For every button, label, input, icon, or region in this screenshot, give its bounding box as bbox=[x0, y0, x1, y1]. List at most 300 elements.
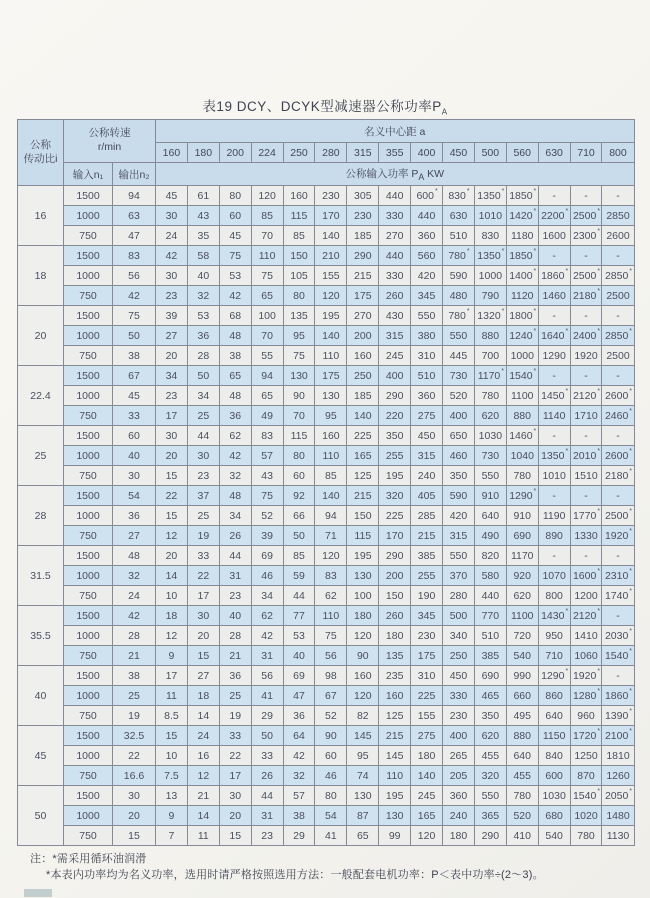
power-value-cell: 25 bbox=[187, 506, 219, 526]
power-value-cell: 550 bbox=[474, 786, 506, 806]
power-value-cell: 94 bbox=[251, 366, 283, 386]
distance-header-cell: 280 bbox=[315, 143, 347, 163]
input-speed-cell: 1500 bbox=[64, 666, 113, 686]
table-body bbox=[18, 186, 635, 846]
power-value-cell: 590 bbox=[443, 266, 475, 286]
power-value-cell: 1140 bbox=[538, 406, 570, 426]
table-row bbox=[18, 286, 635, 306]
power-value-cell: 66 bbox=[283, 506, 315, 526]
power-value-cell: 1150 bbox=[538, 726, 570, 746]
power-value-cell: 1130 bbox=[602, 826, 634, 846]
power-value-cell: 110 bbox=[315, 606, 347, 626]
power-value-cell: 290 bbox=[379, 386, 411, 406]
power-value-cell: 2400* bbox=[570, 326, 602, 346]
power-value-cell: 2500* bbox=[570, 266, 602, 286]
oil-lubrication-asterisk: * bbox=[565, 668, 569, 675]
power-value-cell: 450 bbox=[443, 666, 475, 686]
power-value-cell: 1720* bbox=[570, 726, 602, 746]
power-value-cell: 1000 bbox=[506, 346, 538, 366]
power-value-cell: 36 bbox=[219, 406, 251, 426]
power-value-cell: 1200 bbox=[570, 586, 602, 606]
table-row bbox=[18, 786, 635, 806]
power-value-cell: 15 bbox=[219, 826, 251, 846]
power-value-cell: 98 bbox=[315, 666, 347, 686]
power-value-cell: 34 bbox=[187, 386, 219, 406]
power-value-cell: 1120 bbox=[506, 286, 538, 306]
power-value-cell: 230 bbox=[411, 626, 443, 646]
power-value-cell: 95 bbox=[347, 746, 379, 766]
power-value-cell: 31 bbox=[251, 646, 283, 666]
output-speed-cell: 47 bbox=[113, 226, 156, 246]
power-value-cell: 1810 bbox=[602, 746, 634, 766]
power-value-cell: 75 bbox=[283, 346, 315, 366]
power-value-cell: 2460* bbox=[602, 406, 634, 426]
power-value-cell: 36 bbox=[219, 666, 251, 686]
power-value-cell: 175 bbox=[347, 286, 379, 306]
power-value-cell: 40 bbox=[283, 646, 315, 666]
input-speed-cell: 750 bbox=[64, 466, 113, 486]
power-value-cell: 550 bbox=[443, 546, 475, 566]
power-value-cell: 120 bbox=[315, 286, 347, 306]
power-value-cell: 85 bbox=[251, 206, 283, 226]
oil-lubrication-asterisk: * bbox=[629, 688, 633, 695]
power-value-cell: 95 bbox=[283, 326, 315, 346]
power-value-cell: 455 bbox=[506, 766, 538, 786]
power-value-cell: 250 bbox=[443, 646, 475, 666]
power-value-cell: 710 bbox=[538, 646, 570, 666]
power-value-cell: 2120* bbox=[570, 606, 602, 626]
footnote-line-1 bbox=[30, 852, 630, 868]
power-value-cell: 30 bbox=[219, 786, 251, 806]
input-speed-header: 输入n₁ bbox=[64, 163, 113, 186]
power-value-cell: 650 bbox=[443, 426, 475, 446]
table-row bbox=[18, 586, 635, 606]
power-value-cell: 1350* bbox=[474, 186, 506, 206]
power-value-cell: 60 bbox=[315, 746, 347, 766]
power-value-cell: 360 bbox=[443, 786, 475, 806]
power-value-cell: 15 bbox=[156, 506, 188, 526]
table-row bbox=[18, 526, 635, 546]
input-speed-cell: 750 bbox=[64, 766, 113, 786]
power-value-cell: 550 bbox=[443, 326, 475, 346]
power-value-cell: 12 bbox=[187, 766, 219, 786]
power-value-cell: 13 bbox=[156, 786, 188, 806]
power-value-cell: 125 bbox=[379, 706, 411, 726]
power-value-cell: 255 bbox=[411, 566, 443, 586]
power-value-cell: 210 bbox=[315, 246, 347, 266]
power-value-cell: 800 bbox=[538, 586, 570, 606]
input-speed-cell: 1000 bbox=[64, 206, 113, 226]
power-value-cell: 460 bbox=[443, 446, 475, 466]
power-value-cell: 1480 bbox=[602, 806, 634, 826]
power-value-cell: 56 bbox=[251, 666, 283, 686]
power-value-cell: 330 bbox=[443, 686, 475, 706]
power-value-cell: 1100 bbox=[506, 606, 538, 626]
power-value-cell: 29 bbox=[283, 826, 315, 846]
speed-header-label: 公称转速 bbox=[88, 127, 131, 140]
power-value-cell: 2500 bbox=[602, 286, 634, 306]
power-value-cell: 23 bbox=[156, 386, 188, 406]
power-value-cell: 445 bbox=[443, 346, 475, 366]
power-value-cell: 320 bbox=[474, 766, 506, 786]
power-value-cell: 62 bbox=[251, 606, 283, 626]
power-value-cell: 400 bbox=[443, 726, 475, 746]
power-value-cell: 1170 bbox=[506, 546, 538, 566]
power-value-cell: - bbox=[538, 366, 570, 386]
page-title-subscript: A bbox=[441, 107, 448, 117]
power-value-cell: 2850* bbox=[602, 326, 634, 346]
distance-header-cell: 315 bbox=[347, 143, 379, 163]
power-value-cell: 410 bbox=[506, 826, 538, 846]
oil-lubrication-asterisk: * bbox=[629, 788, 633, 795]
oil-lubrication-asterisk: * bbox=[629, 468, 633, 475]
input-speed-cell: 1500 bbox=[64, 306, 113, 326]
power-value-cell: 46 bbox=[315, 766, 347, 786]
oil-lubrication-asterisk: * bbox=[597, 288, 601, 295]
power-value-cell: 2600* bbox=[602, 446, 634, 466]
input-power-header bbox=[156, 163, 635, 186]
power-value-cell: 275 bbox=[411, 406, 443, 426]
power-value-cell: 1920 bbox=[570, 346, 602, 366]
power-value-cell: 230 bbox=[315, 186, 347, 206]
power-value-cell: 24 bbox=[156, 226, 188, 246]
distance-header-cell: 800 bbox=[602, 143, 634, 163]
power-value-cell: 1320* bbox=[474, 306, 506, 326]
power-value-cell: 85 bbox=[315, 466, 347, 486]
input-speed-cell: 750 bbox=[64, 286, 113, 306]
power-value-cell: 1390* bbox=[602, 706, 634, 726]
power-value-cell: 1290* bbox=[506, 486, 538, 506]
power-value-cell: 235 bbox=[379, 666, 411, 686]
power-value-cell: 32 bbox=[283, 766, 315, 786]
power-value-cell: 2310* bbox=[602, 566, 634, 586]
power-value-cell: 65 bbox=[347, 826, 379, 846]
power-value-cell: 1190 bbox=[538, 506, 570, 526]
power-value-cell: 20 bbox=[156, 546, 188, 566]
oil-lubrication-asterisk: * bbox=[597, 508, 601, 515]
input-speed-cell: 1000 bbox=[64, 686, 113, 706]
oil-lubrication-asterisk: * bbox=[597, 328, 601, 335]
power-value-cell: 2100* bbox=[602, 726, 634, 746]
power-value-cell: 70 bbox=[251, 226, 283, 246]
power-value-cell: 1260 bbox=[602, 766, 634, 786]
power-value-cell: 62 bbox=[315, 586, 347, 606]
power-value-cell: 115 bbox=[283, 206, 315, 226]
power-value-cell: 440 bbox=[379, 246, 411, 266]
power-value-cell: 2600 bbox=[602, 226, 634, 246]
ratio-cell: 22.4 bbox=[18, 366, 64, 426]
output-speed-cell: 54 bbox=[113, 486, 156, 506]
table-row bbox=[18, 206, 635, 226]
oil-lubrication-asterisk: * bbox=[629, 588, 633, 595]
oil-lubrication-asterisk: * bbox=[597, 268, 601, 275]
output-speed-header: 输出n₂ bbox=[113, 163, 156, 186]
table-row bbox=[18, 406, 635, 426]
power-value-cell: 30 bbox=[187, 606, 219, 626]
power-header-label: 公称输入功率 P bbox=[345, 167, 419, 180]
power-value-cell: 20 bbox=[187, 626, 219, 646]
output-speed-cell: 27 bbox=[113, 526, 156, 546]
footnote-prefix: 注： bbox=[30, 853, 53, 865]
power-value-cell: 790 bbox=[474, 286, 506, 306]
power-value-cell: 14 bbox=[187, 806, 219, 826]
input-speed-cell: 1500 bbox=[64, 186, 113, 206]
table-row bbox=[18, 326, 635, 346]
power-value-cell: 69 bbox=[251, 546, 283, 566]
power-value-cell: 1100 bbox=[506, 386, 538, 406]
oil-lubrication-asterisk: * bbox=[501, 188, 505, 195]
input-speed-cell: 1000 bbox=[64, 626, 113, 646]
power-value-cell: 510 bbox=[411, 366, 443, 386]
power-value-cell: 80 bbox=[283, 286, 315, 306]
power-value-cell: 115 bbox=[283, 426, 315, 446]
power-value-cell: 200 bbox=[379, 566, 411, 586]
output-speed-cell: 38 bbox=[113, 346, 156, 366]
power-value-cell: 32 bbox=[219, 466, 251, 486]
output-speed-cell: 40 bbox=[113, 446, 156, 466]
ratio-cell: 25 bbox=[18, 426, 64, 486]
power-value-cell: - bbox=[538, 186, 570, 206]
power-value-cell: 400 bbox=[379, 366, 411, 386]
power-value-cell: 33 bbox=[251, 746, 283, 766]
input-speed-cell: 750 bbox=[64, 646, 113, 666]
power-value-cell: 1330 bbox=[570, 526, 602, 546]
power-value-cell: 1540* bbox=[570, 786, 602, 806]
ratio-cell: 35.5 bbox=[18, 606, 64, 666]
oil-lubrication-asterisk: * bbox=[466, 188, 470, 195]
power-value-cell: 130 bbox=[283, 366, 315, 386]
power-value-cell: - bbox=[570, 366, 602, 386]
power-value-cell: - bbox=[602, 426, 634, 446]
power-value-cell: 1020 bbox=[570, 806, 602, 826]
power-value-cell: - bbox=[570, 486, 602, 506]
power-value-cell: - bbox=[570, 546, 602, 566]
output-speed-cell: 94 bbox=[113, 186, 156, 206]
power-value-cell: 175 bbox=[411, 646, 443, 666]
power-value-cell: 1770* bbox=[570, 506, 602, 526]
power-value-cell: 190 bbox=[411, 586, 443, 606]
oil-lubrication-asterisk: * bbox=[565, 448, 569, 455]
power-value-cell: 215 bbox=[347, 266, 379, 286]
power-value-cell: 290 bbox=[474, 826, 506, 846]
power-value-cell: 880 bbox=[474, 326, 506, 346]
power-value-cell: 40 bbox=[187, 266, 219, 286]
speed-header-unit: r/min bbox=[97, 141, 122, 153]
power-value-cell: 15 bbox=[156, 466, 188, 486]
power-value-cell: 345 bbox=[411, 286, 443, 306]
power-value-cell: 80 bbox=[219, 186, 251, 206]
oil-lubrication-asterisk: * bbox=[629, 708, 633, 715]
oil-lubrication-asterisk: * bbox=[597, 608, 601, 615]
power-value-cell: 53 bbox=[187, 306, 219, 326]
power-value-cell: 310 bbox=[411, 666, 443, 686]
footnote-text-1: *需采用循环油润滑 bbox=[52, 853, 147, 865]
power-value-cell: 115 bbox=[347, 526, 379, 546]
output-speed-cell: 20 bbox=[113, 806, 156, 826]
power-header-subscript: A bbox=[418, 172, 425, 183]
power-value-cell: - bbox=[570, 426, 602, 446]
power-value-cell: 11 bbox=[187, 826, 219, 846]
distance-header-cell: 450 bbox=[443, 143, 475, 163]
power-value-cell: 145 bbox=[347, 726, 379, 746]
power-value-cell: 780 bbox=[506, 466, 538, 486]
table-row bbox=[18, 266, 635, 286]
power-value-cell: 155 bbox=[315, 266, 347, 286]
power-value-cell: 19 bbox=[187, 526, 219, 546]
power-value-cell: 44 bbox=[219, 546, 251, 566]
power-value-cell: 2120* bbox=[570, 386, 602, 406]
power-value-cell: 82 bbox=[347, 706, 379, 726]
power-value-cell: 99 bbox=[379, 826, 411, 846]
power-value-cell: 22 bbox=[187, 566, 219, 586]
power-value-cell: 1430* bbox=[538, 606, 570, 626]
output-speed-cell: 33 bbox=[113, 406, 156, 426]
power-value-cell: 195 bbox=[379, 466, 411, 486]
power-value-cell: 1600 bbox=[538, 226, 570, 246]
power-value-cell: 31 bbox=[219, 566, 251, 586]
power-value-cell: 315 bbox=[411, 446, 443, 466]
oil-lubrication-asterisk: * bbox=[597, 688, 601, 695]
power-value-cell: 1180 bbox=[506, 226, 538, 246]
power-value-cell: 690 bbox=[474, 666, 506, 686]
table-row bbox=[18, 746, 635, 766]
table-row bbox=[18, 806, 635, 826]
power-value-cell: 245 bbox=[411, 786, 443, 806]
power-value-cell: 2850 bbox=[602, 206, 634, 226]
power-value-cell: 405 bbox=[411, 486, 443, 506]
power-value-cell: 180 bbox=[347, 606, 379, 626]
power-value-cell: 46 bbox=[251, 566, 283, 586]
input-speed-cell: 1000 bbox=[64, 506, 113, 526]
power-value-cell: 360 bbox=[411, 386, 443, 406]
power-value-cell: 160 bbox=[315, 426, 347, 446]
power-value-cell: 45 bbox=[219, 226, 251, 246]
power-value-cell: 840 bbox=[538, 746, 570, 766]
power-value-cell: 59 bbox=[283, 566, 315, 586]
output-speed-cell: 42 bbox=[113, 606, 156, 626]
power-value-cell: 75 bbox=[251, 486, 283, 506]
table-row bbox=[18, 826, 635, 846]
power-value-cell: 215 bbox=[347, 486, 379, 506]
power-value-cell: 14 bbox=[156, 566, 188, 586]
power-value-cell: 75 bbox=[315, 626, 347, 646]
power-value-cell: 780 bbox=[474, 386, 506, 406]
power-value-cell: 290 bbox=[379, 546, 411, 566]
power-value-cell: 20 bbox=[156, 446, 188, 466]
oil-lubrication-asterisk: * bbox=[565, 608, 569, 615]
table-row bbox=[18, 706, 635, 726]
power-value-cell: 155 bbox=[411, 706, 443, 726]
output-speed-cell: 32 bbox=[113, 566, 156, 586]
power-value-cell: 2180* bbox=[602, 466, 634, 486]
oil-lubrication-asterisk: * bbox=[466, 308, 470, 315]
input-speed-cell: 1500 bbox=[64, 786, 113, 806]
distance-header-cell: 400 bbox=[411, 143, 443, 163]
power-value-cell: 23 bbox=[156, 286, 188, 306]
output-speed-cell: 63 bbox=[113, 206, 156, 226]
ratio-cell: 28 bbox=[18, 486, 64, 546]
power-value-cell: 180 bbox=[411, 746, 443, 766]
power-value-cell: 225 bbox=[411, 686, 443, 706]
oil-lubrication-asterisk: * bbox=[629, 568, 633, 575]
distance-header-cell: 160 bbox=[156, 143, 188, 163]
power-value-cell: 38 bbox=[219, 346, 251, 366]
power-value-cell: 185 bbox=[347, 226, 379, 246]
oil-lubrication-asterisk: * bbox=[533, 208, 537, 215]
power-value-cell: 12 bbox=[156, 626, 188, 646]
power-value-cell: 690 bbox=[506, 526, 538, 546]
input-speed-cell: 1000 bbox=[64, 446, 113, 466]
power-value-cell: 440 bbox=[379, 186, 411, 206]
power-value-cell: 1640* bbox=[538, 326, 570, 346]
power-value-cell: 42 bbox=[283, 746, 315, 766]
oil-lubrication-asterisk: * bbox=[629, 448, 633, 455]
power-value-cell: 57 bbox=[251, 446, 283, 466]
output-speed-cell: 83 bbox=[113, 246, 156, 266]
oil-lubrication-asterisk: * bbox=[629, 328, 633, 335]
power-value-cell: 53 bbox=[283, 626, 315, 646]
power-value-cell: 620 bbox=[474, 726, 506, 746]
power-value-cell: 90 bbox=[283, 386, 315, 406]
power-value-cell: 41 bbox=[315, 826, 347, 846]
power-value-cell: 25 bbox=[187, 406, 219, 426]
oil-lubrication-asterisk: * bbox=[597, 208, 601, 215]
power-value-cell: 315 bbox=[443, 526, 475, 546]
power-value-cell: 42 bbox=[219, 446, 251, 466]
power-value-cell: - bbox=[602, 666, 634, 686]
power-value-cell: 9 bbox=[156, 646, 188, 666]
power-value-cell: 730 bbox=[443, 366, 475, 386]
oil-lubrication-asterisk: * bbox=[434, 188, 438, 195]
power-value-cell: 44 bbox=[283, 586, 315, 606]
table-row bbox=[18, 386, 635, 406]
power-value-cell: 640 bbox=[506, 746, 538, 766]
power-value-cell: 42 bbox=[219, 286, 251, 306]
power-value-cell: 75 bbox=[251, 266, 283, 286]
power-value-cell: 36 bbox=[187, 326, 219, 346]
power-value-cell: 18 bbox=[156, 606, 188, 626]
power-header-unit: KW bbox=[424, 167, 445, 180]
power-value-cell: 320 bbox=[379, 486, 411, 506]
power-value-cell: 1000 bbox=[474, 266, 506, 286]
power-value-cell: 43 bbox=[251, 466, 283, 486]
input-speed-cell: 1000 bbox=[64, 566, 113, 586]
power-value-cell: 2500* bbox=[602, 506, 634, 526]
ratio-cell: 40 bbox=[18, 666, 64, 726]
power-value-cell: 260 bbox=[379, 606, 411, 626]
power-value-cell: 860 bbox=[538, 686, 570, 706]
power-value-cell: 130 bbox=[315, 386, 347, 406]
footnote-line-2 bbox=[30, 868, 630, 884]
power-value-cell: 33 bbox=[219, 726, 251, 746]
power-value-cell: 880 bbox=[506, 726, 538, 746]
power-value-cell: 2500 bbox=[602, 346, 634, 366]
power-value-cell: 1540* bbox=[506, 366, 538, 386]
power-value-cell: 550 bbox=[411, 306, 443, 326]
table-row bbox=[18, 366, 635, 386]
output-speed-cell: 32.5 bbox=[113, 726, 156, 746]
power-value-cell: 510 bbox=[443, 226, 475, 246]
power-value-cell: 305 bbox=[347, 186, 379, 206]
power-value-cell: 2600* bbox=[602, 386, 634, 406]
power-value-cell: 680 bbox=[538, 806, 570, 826]
power-value-cell: 1450* bbox=[538, 386, 570, 406]
output-speed-cell: 22 bbox=[113, 746, 156, 766]
power-value-cell: 230 bbox=[347, 206, 379, 226]
power-value-cell: 490 bbox=[474, 526, 506, 546]
power-value-cell: 385 bbox=[411, 546, 443, 566]
oil-lubrication-asterisk: * bbox=[533, 428, 537, 435]
